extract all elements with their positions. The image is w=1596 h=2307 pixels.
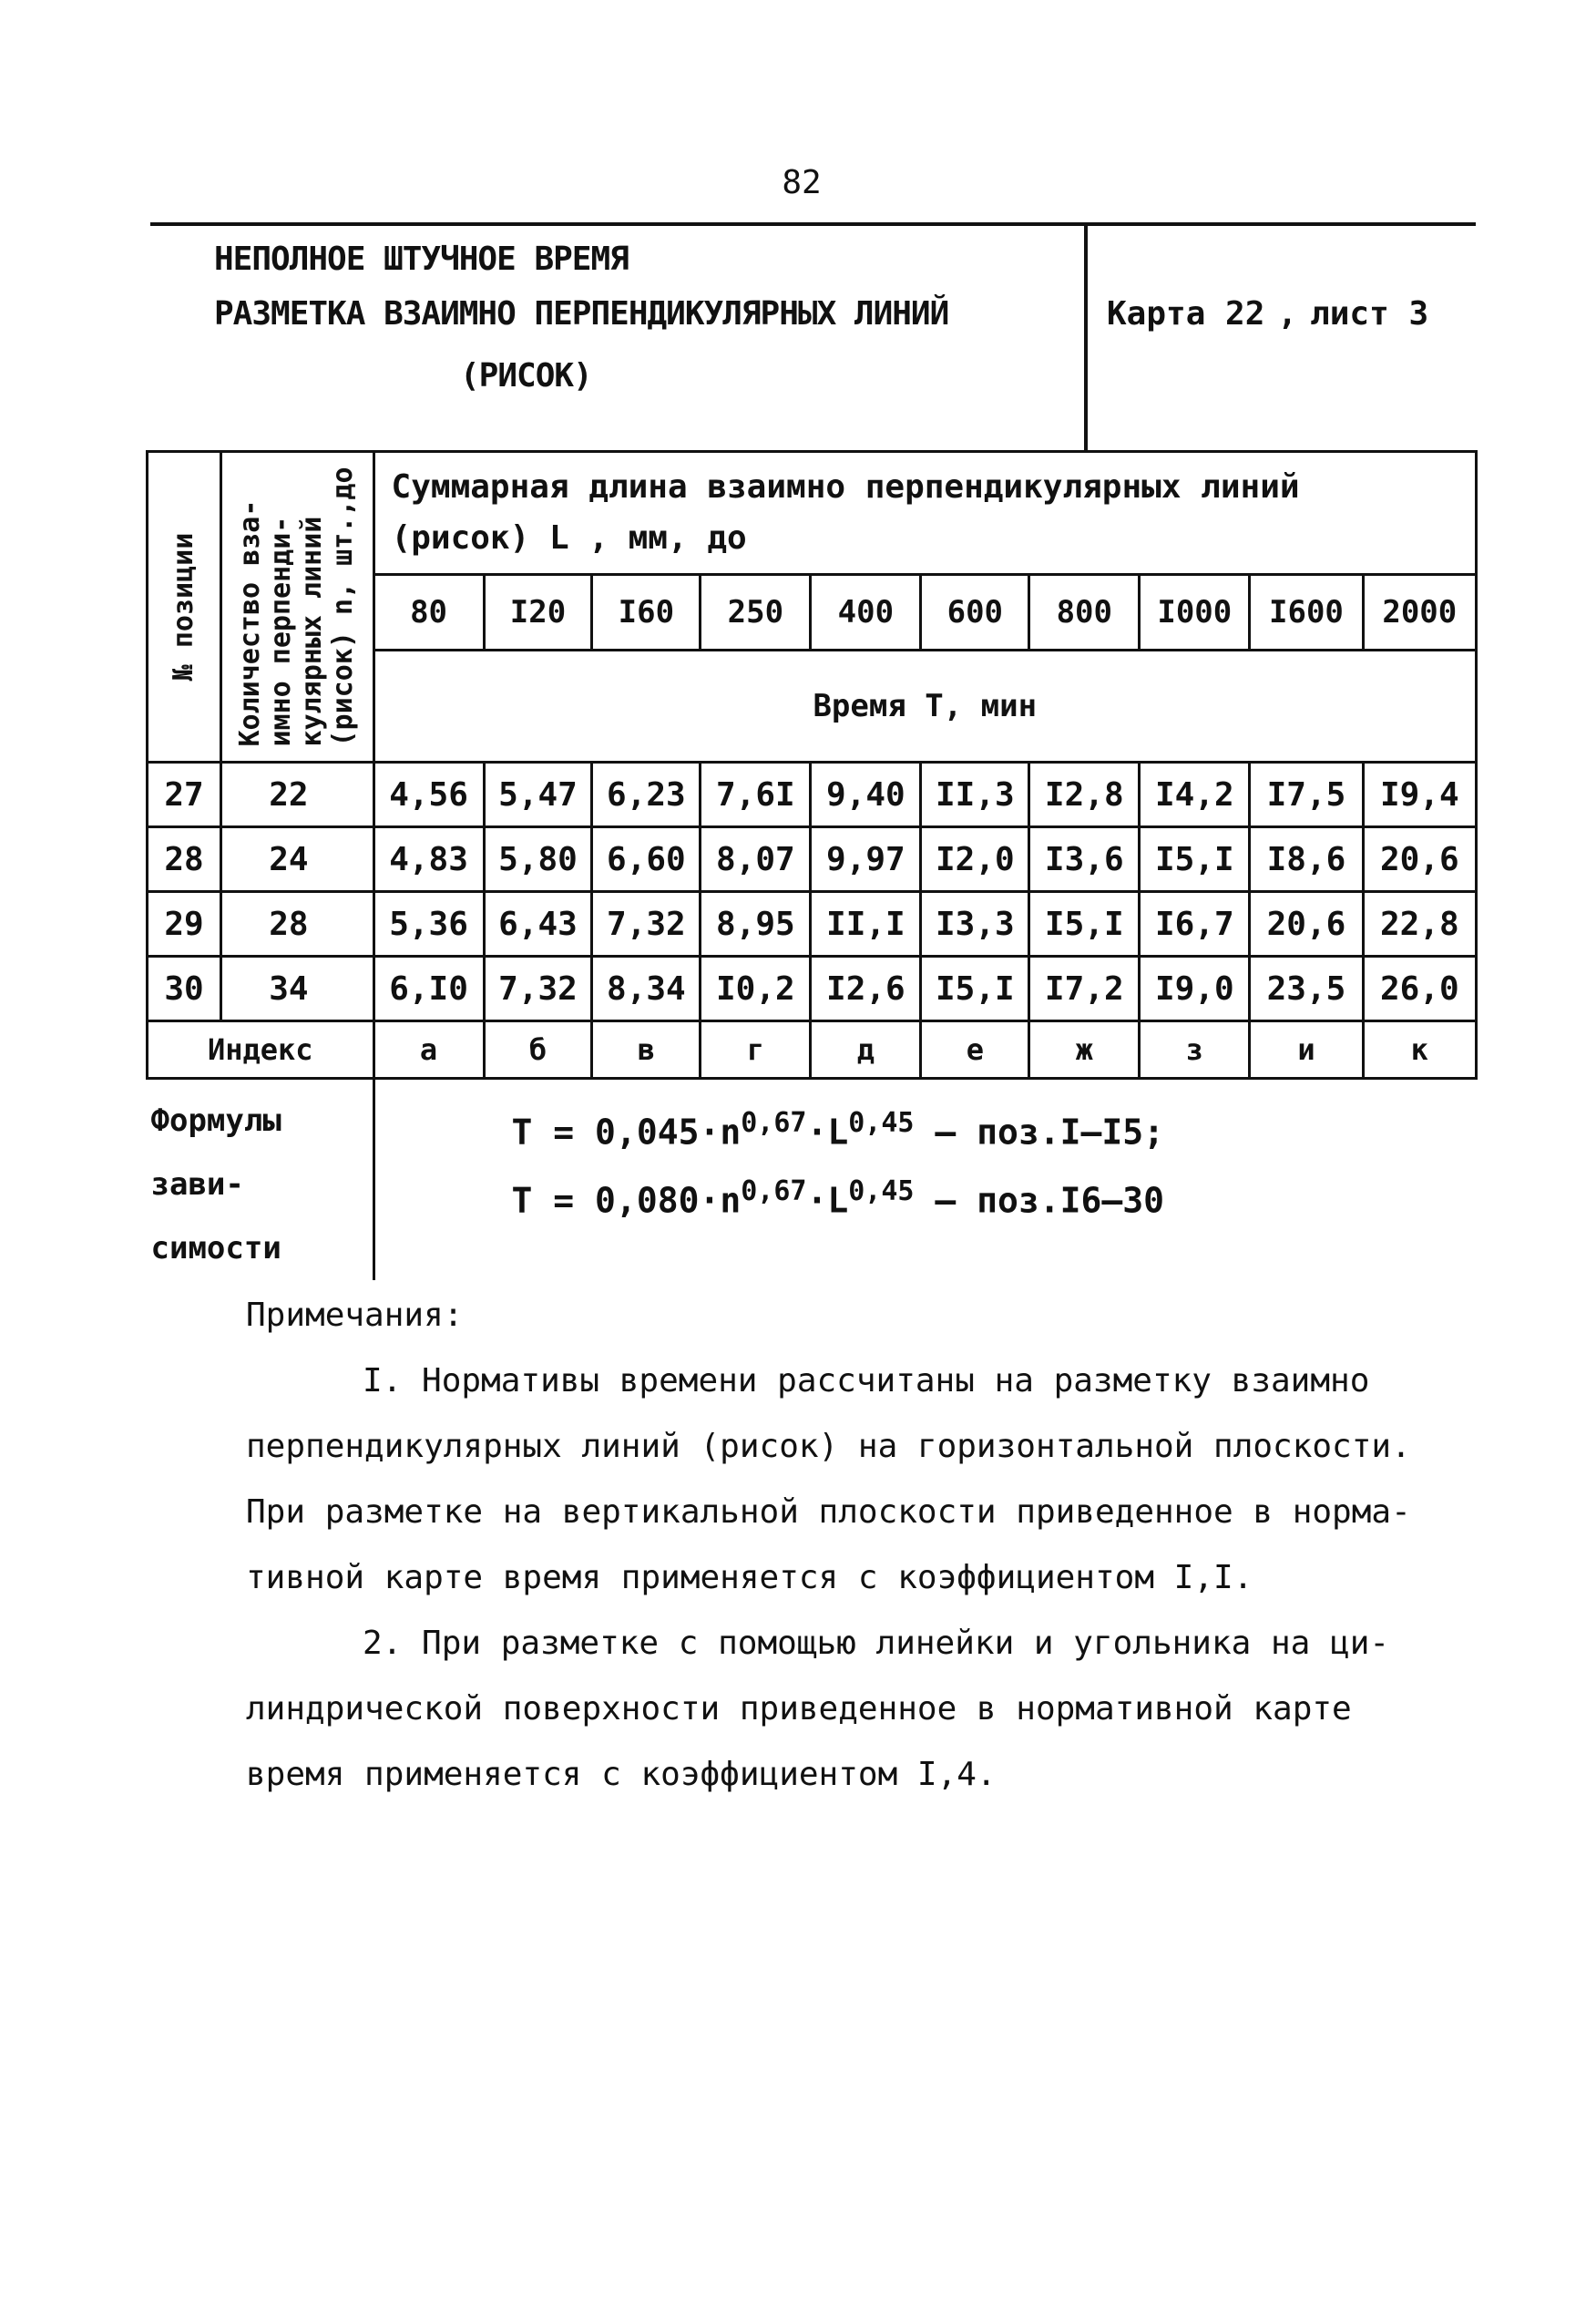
notes xyxy=(246,1283,1430,1808)
count-cell: 22 xyxy=(221,763,374,827)
count-cell: 34 xyxy=(221,957,374,1021)
formula-1-exp-l: 0,45 xyxy=(848,1107,915,1139)
time-cell: 7,32 xyxy=(592,892,701,957)
length-cell: I600 xyxy=(1250,575,1363,651)
formula-label-cell xyxy=(148,1079,374,1281)
time-cell: 9,40 xyxy=(811,763,921,827)
formula-2-mid: ·L xyxy=(806,1180,849,1221)
index-cell: д xyxy=(811,1021,921,1079)
header-title-line1: НЕПОЛНОЕ ШТУЧНОЕ ВРЕМЯ xyxy=(214,241,629,278)
note-1-line3: При разметке на вертикальной плоскости приведенное в норма- xyxy=(246,1493,1411,1531)
time-cell: II,3 xyxy=(921,763,1029,827)
time-cell: 8,34 xyxy=(592,957,701,1021)
length-cell: 2000 xyxy=(1363,575,1476,651)
count-header-text xyxy=(235,467,359,746)
time-cell: 20,6 xyxy=(1250,892,1363,957)
sum-length-header-line1: Суммарная длина взаимно перпендикулярных линий xyxy=(391,468,1300,506)
length-cell: 250 xyxy=(701,575,811,651)
length-cell: 600 xyxy=(921,575,1029,651)
position-cell: 28 xyxy=(148,827,221,892)
index-label: Индекс xyxy=(148,1021,374,1079)
formula-label-line1: Формулы зави- xyxy=(150,1102,281,1203)
time-cell: I7,5 xyxy=(1250,763,1363,827)
sum-length-header-line2: (рисок) L , мм, до xyxy=(391,519,747,557)
time-cell: I6,7 xyxy=(1140,892,1250,957)
time-cell: I2,6 xyxy=(811,957,921,1021)
notes-title: Примечания: xyxy=(246,1297,464,1334)
formula-label xyxy=(148,1080,373,1280)
index-cell: а xyxy=(373,1021,484,1079)
count-header-line4: (рисок) n, шт.,до xyxy=(327,467,360,747)
time-cell: 5,47 xyxy=(484,763,592,827)
formula-label-line2: симости xyxy=(150,1230,281,1266)
index-cell: б xyxy=(484,1021,592,1079)
note-1-line1: I. Нормативы времени рассчитаны на разметку взаимно xyxy=(363,1362,1370,1400)
count-header-line2: имно перпенди- xyxy=(265,516,298,747)
page-number: 82 xyxy=(782,164,822,201)
index-cell: г xyxy=(701,1021,811,1079)
formula-1-tail: – поз.I–I5; xyxy=(914,1112,1165,1153)
position-cell: 27 xyxy=(148,763,221,827)
index-row xyxy=(148,1021,1477,1079)
index-cell: в xyxy=(592,1021,701,1079)
time-cell: I9,4 xyxy=(1363,763,1476,827)
time-cell: 8,95 xyxy=(701,892,811,957)
table-row xyxy=(148,957,1477,1021)
time-cell: 5,80 xyxy=(484,827,592,892)
time-cell: 20,6 xyxy=(1363,827,1476,892)
time-cell: 7,6I xyxy=(701,763,811,827)
card-number: Карта 22 xyxy=(1107,295,1265,333)
formula-2 xyxy=(512,1175,1164,1221)
index-cell: и xyxy=(1250,1021,1363,1079)
table-row xyxy=(148,763,1477,827)
time-cell: I9,0 xyxy=(1140,957,1250,1021)
time-cell: 9,97 xyxy=(811,827,921,892)
time-cell: 7,32 xyxy=(484,957,592,1021)
time-cell: I2,0 xyxy=(921,827,1029,892)
time-cell: 4,83 xyxy=(373,827,484,892)
header-title-line3: (РИСОК) xyxy=(460,357,592,395)
index-cell: з xyxy=(1140,1021,1250,1079)
note-1-line4: тивной карте время применяется с коэффициентом I,I. xyxy=(246,1559,1253,1596)
note-2-line2: линдрической поверхности приведенное в нормативной карте xyxy=(246,1690,1352,1728)
time-cell: 23,5 xyxy=(1250,957,1363,1021)
header-title-line2: РАЗМЕТКА ВЗАИМНО ПЕРПЕНДИКУЛЯРНЫХ ЛИНИЙ xyxy=(214,295,949,333)
col-position-header xyxy=(148,452,221,763)
time-cell: I7,2 xyxy=(1029,957,1140,1021)
length-cell: 800 xyxy=(1029,575,1140,651)
time-cell: I5,I xyxy=(921,957,1029,1021)
time-cell: I3,3 xyxy=(921,892,1029,957)
time-cell: I5,I xyxy=(1140,827,1250,892)
time-cell: 8,07 xyxy=(701,827,811,892)
time-cell: 6,60 xyxy=(592,827,701,892)
length-cell: 400 xyxy=(811,575,921,651)
note-2-line3: время применяется с коэффициентом I,4. xyxy=(246,1756,997,1793)
count-cell: 28 xyxy=(221,892,374,957)
table-row xyxy=(148,892,1477,957)
formula-2-exp-l: 0,45 xyxy=(848,1175,915,1207)
time-cell: I5,I xyxy=(1029,892,1140,957)
count-cell: 24 xyxy=(221,827,374,892)
time-cell: I2,8 xyxy=(1029,763,1140,827)
time-cell: 5,36 xyxy=(373,892,484,957)
time-cell: 6,23 xyxy=(592,763,701,827)
time-cell: 26,0 xyxy=(1363,957,1476,1021)
position-header-text: № позиции xyxy=(168,532,200,682)
formula-cell xyxy=(373,1079,1476,1281)
sheet-number: лист 3 xyxy=(1310,295,1429,333)
formula-2-tail: – поз.I6–30 xyxy=(914,1180,1165,1221)
formula-1-lhs: Т = 0,045·n xyxy=(511,1112,742,1153)
time-cell: I0,2 xyxy=(701,957,811,1021)
time-cell: 6,43 xyxy=(484,892,592,957)
formula-2-exp-n: 0,67 xyxy=(741,1175,807,1207)
card-reference xyxy=(1107,295,1441,333)
formula-1-exp-n: 0,67 xyxy=(741,1107,807,1139)
note-2-line1: 2. При разметке с помощью линейки и угольника на ци- xyxy=(363,1625,1390,1662)
length-cell: 80 xyxy=(373,575,484,651)
count-header-line1: Количество вза- xyxy=(234,499,267,747)
header-divider xyxy=(1084,222,1088,450)
time-cell: 6,I0 xyxy=(373,957,484,1021)
index-cell: к xyxy=(1363,1021,1476,1079)
length-cell: I000 xyxy=(1140,575,1250,651)
length-cell: I20 xyxy=(484,575,592,651)
time-cell: I4,2 xyxy=(1140,763,1250,827)
length-cell: I60 xyxy=(592,575,701,651)
formula-row xyxy=(148,1079,1477,1281)
count-header-line3: кулярных линий xyxy=(296,516,329,747)
time-cell: I3,6 xyxy=(1029,827,1140,892)
formula-1-mid: ·L xyxy=(806,1112,849,1153)
position-cell: 29 xyxy=(148,892,221,957)
position-cell: 30 xyxy=(148,957,221,1021)
note-1-line2: перпендикулярных линий (рисок) на горизонтальной плоскости. xyxy=(246,1428,1411,1465)
card-header xyxy=(150,222,1476,450)
formula-1 xyxy=(512,1107,1164,1153)
index-cell: е xyxy=(921,1021,1029,1079)
time-cell: I8,6 xyxy=(1250,827,1363,892)
header-top-rule xyxy=(150,222,1476,226)
time-cell: 4,56 xyxy=(373,763,484,827)
card-separator: , xyxy=(1277,295,1298,333)
time-cell: 22,8 xyxy=(1363,892,1476,957)
table-row xyxy=(148,827,1477,892)
time-header: Время Т, мин xyxy=(373,651,1476,763)
formula-2-lhs: Т = 0,080·n xyxy=(511,1180,742,1221)
sum-length-header xyxy=(373,452,1476,575)
col-count-header xyxy=(221,452,374,763)
norms-table xyxy=(146,450,1478,1280)
time-cell: II,I xyxy=(811,892,921,957)
index-cell: ж xyxy=(1029,1021,1140,1079)
